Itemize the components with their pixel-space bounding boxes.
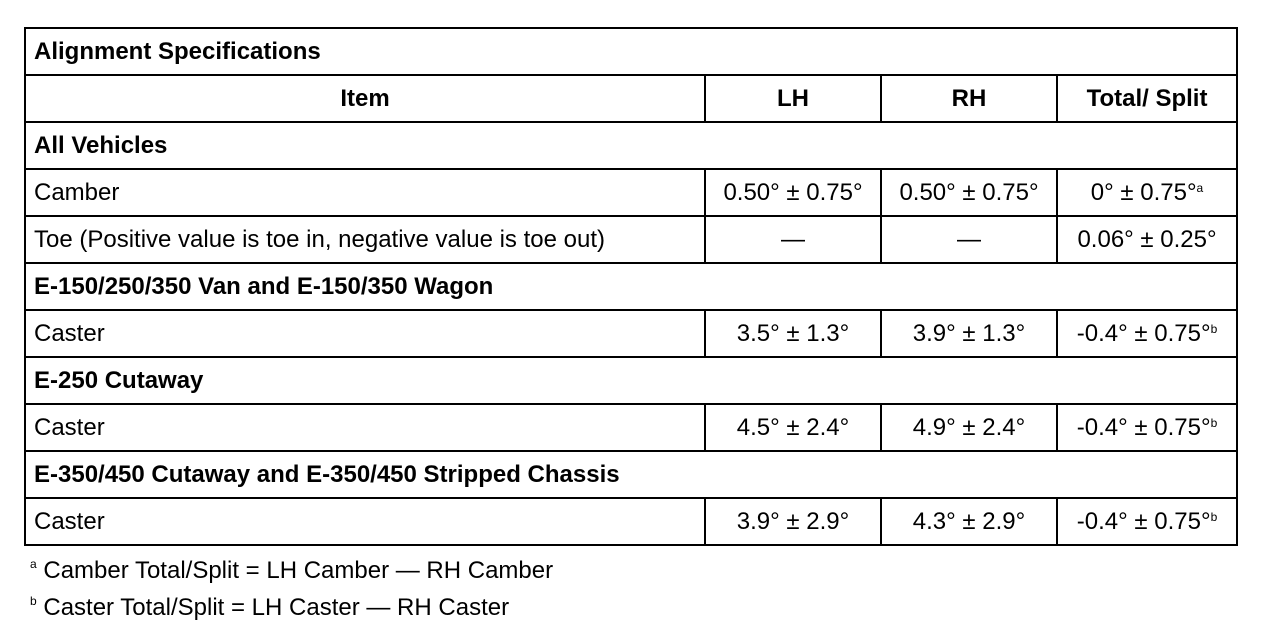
section-row: [25, 263, 1237, 310]
cell-item: Toe (Positive value is toe in, negative value is toe out): [25, 216, 705, 263]
cell-rh: —: [881, 216, 1057, 263]
section-title: All Vehicles: [25, 122, 1237, 169]
cell-total: [1057, 169, 1237, 216]
header-lh: LH: [705, 75, 881, 122]
footnote-text: Camber Total/Split = LH Camber — RH Camber: [43, 557, 554, 584]
cell-rh: 4.9° ± 2.4°: [881, 404, 1057, 451]
cell-rh: 4.3° ± 2.9°: [881, 498, 1057, 545]
table-row: [25, 169, 1237, 216]
cell-rh: 0.50° ± 0.75°: [881, 169, 1057, 216]
footnote-a: [30, 549, 553, 586]
header-item: Item: [25, 75, 705, 122]
cell-lh: 3.9° ± 2.9°: [705, 498, 881, 545]
section-title: E-350/450 Cutaway and E-350/450 Stripped Chassis: [25, 451, 1237, 498]
section-title: E-150/250/350 Van and E-150/350 Wagon: [25, 263, 1237, 310]
cell-total-value: -0.4° ± 0.75°: [1076, 319, 1211, 347]
cell-total-value: 0.06° ± 0.25°: [1077, 225, 1217, 253]
footnotes: [30, 549, 553, 623]
cell-total-value: -0.4° ± 0.75°: [1076, 413, 1211, 441]
cell-total: [1057, 404, 1237, 451]
table-title-row: [25, 28, 1237, 75]
section-row: [25, 451, 1237, 498]
footnote-text: Caster Total/Split = LH Caster — RH Caster: [43, 594, 510, 621]
table-row: [25, 216, 1237, 263]
section-row: [25, 122, 1237, 169]
cell-rh: 3.9° ± 1.3°: [881, 310, 1057, 357]
cell-total: [1057, 498, 1237, 545]
table-header-row: [25, 75, 1237, 122]
footnote-mark: b: [30, 594, 37, 608]
cell-total-value: -0.4° ± 0.75°: [1076, 507, 1211, 535]
cell-total-value: 0° ± 0.75°: [1090, 178, 1197, 206]
cell-lh: 0.50° ± 0.75°: [705, 169, 881, 216]
footnote-ref: b: [1210, 509, 1218, 524]
section-title: E-250 Cutaway: [25, 357, 1237, 404]
cell-total: [1057, 216, 1237, 263]
table-row: [25, 310, 1237, 357]
footnote-ref: b: [1210, 321, 1218, 336]
cell-lh: 3.5° ± 1.3°: [705, 310, 881, 357]
cell-lh: 4.5° ± 2.4°: [705, 404, 881, 451]
alignment-specifications-table: [24, 27, 1238, 546]
header-total-split: Total/ Split: [1057, 75, 1237, 122]
table-title: Alignment Specifications: [25, 28, 1237, 75]
footnote-ref: a: [1196, 180, 1204, 195]
table-row: [25, 404, 1237, 451]
footnote-mark: a: [30, 557, 37, 571]
footnote-ref: b: [1210, 415, 1218, 430]
cell-total: [1057, 310, 1237, 357]
cell-item: Caster: [25, 498, 705, 545]
alignment-specifications-table-container: [24, 27, 1236, 546]
header-rh: RH: [881, 75, 1057, 122]
cell-item: Caster: [25, 404, 705, 451]
cell-item: Camber: [25, 169, 705, 216]
footnote-b: [30, 586, 553, 623]
table-row: [25, 498, 1237, 545]
section-row: [25, 357, 1237, 404]
cell-lh: —: [705, 216, 881, 263]
cell-item: Caster: [25, 310, 705, 357]
